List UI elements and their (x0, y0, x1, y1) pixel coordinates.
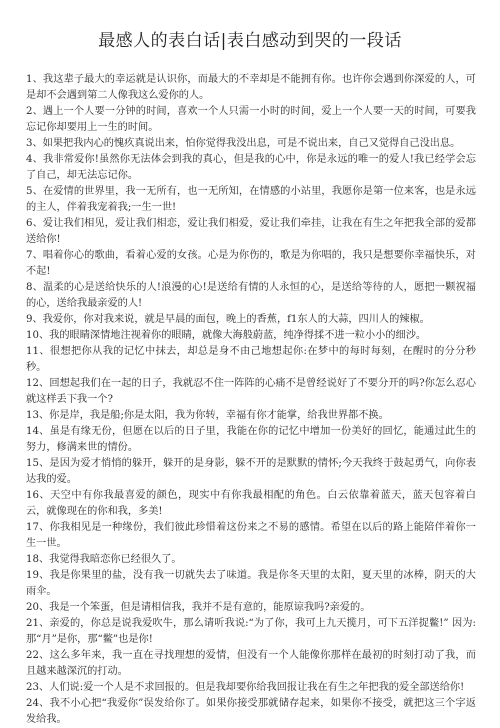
list-item: 5、在爱情的世界里，我一无所有，也一无所知，在情感的小站里，我愿你是第一位来客，也是永远的主人，伴着我宠着我;一生一世! (26, 186, 476, 213)
list-item: 9、我爱你，你对我来说，就是早晨的面包，晚上的香蕉，f1东人的大蒜，四川人的辣椒。 (26, 314, 430, 325)
document-title: 最感人的表白话|表白感动到哭的一段话 (98, 31, 402, 51)
list-item: 21、亲爱的，你总是说我爱吹牛，那么请听我说:“为了你，我可上九天揽月，可下五洋捉鳖!” 因为:那“月”是你，那“鳖”也是你! (26, 618, 476, 645)
list-item: 8、温柔的心是送给快乐的人!浪漫的心!是送给有情的人永恒的心，是送给等待的人，愿把一颗祝福的心，送给我最亲爱的人! (26, 282, 476, 309)
list-item: 24、我不小心把“我爱你”误发给你了。如果你接受那就储存起来，如果你不接受，就把这三个字返发给我。 (26, 698, 476, 725)
list-item: 14、虽是有缘无份，但愿在以后的日子里，我能在你的记忆中增加一份美好的回忆，能通过此生的努力，修满来世的情份。 (26, 426, 476, 453)
list-item: 4、我非常爱你!虽然你无法体会到我的真心，但是我的心中，你是永远的唯一的爱人!我已经学会忘了自己，却无法忘记你。 (26, 154, 476, 181)
list-item: 15、是因为爱才悄悄的躲开，躲开的是身影，躲不开的是默默的情怀;今天我终于鼓起勇气，向你表达我的爱。 (26, 458, 476, 485)
document-body (26, 72, 476, 728)
list-item: 13、你是岸，我是船;你是太阳，我为你转，幸福有你才能掌，给我世界都不换。 (26, 410, 389, 421)
list-item: 6、爱让我们相见，爱让我们相恋，爱让我们相爱，爱让我们牵挂，让我在有生之年把我全部的爱都送给你! (26, 218, 476, 245)
list-item: 22、这么多年来，我一直在寻找理想的爱情，但没有一个人能像你那样在最初的时刻打动了我，而且越来越深沉的打动。 (26, 650, 476, 677)
list-item: 18、我觉得我暗恋你已经很久了。 (26, 554, 182, 565)
list-item: 16、天空中有你我最喜爱的颜色，现实中有你我最相配的角色。白云依靠着蓝天，蓝天包容着白云，就像现在的你和我，多美! (26, 490, 476, 517)
list-item: 2、遇上一个人要一分钟的时间，喜欢一个人只需一小时的时间，爱上一个人要一天的时间，可要我忘记你却要用上一生的时间。 (26, 106, 476, 133)
list-item: 19、我是你果里的盐，没有我一切就失去了味道。我是你冬天里的太阳，夏天里的冰棒，阴天的大雨伞。 (26, 570, 476, 597)
list-item: 10、我的眼睛深情地注视着你的眼睛，就像大海般蔚蓝，纯净得揉不进一粒小小的细沙。 (26, 330, 427, 341)
list-item: 3、如果把我内心的愧疚真说出来，怕你觉得我没出息，可是不说出来，自己又觉得自己没出息。 (26, 138, 461, 149)
list-item: 23、人们说:爱一个人是不求回报的。但是我却要你给我回报让我在有生之年把我的爱全部送给你! (26, 682, 465, 693)
list-item: 20、我是一个笨蛋，但是请相信我，我并不是有意的，能原谅我吗?亲爱的。 (26, 602, 371, 613)
list-item: 17、你我相见是一种缘份，我们彼此珍惜着这份来之不易的感情。希望在以后的路上能陪伴着你一生一世。 (26, 522, 476, 549)
list-item: 11、很想把你从我的记忆中抹去，却总是身不由己地想起你:在梦中的每时每刻，在醒时的分分秒秒。 (26, 346, 476, 373)
list-item: 12、回想起我们在一起的日子，我就忍不住一阵阵的心痛不是曾经说好了不要分开的吗?你怎么忍心就这样丢下我一个? (26, 378, 476, 405)
list-item: 7、唱着你心的歌曲，看着心爱的女孩。心是为你伤的，歌是为你唱的，我只是想要你幸福快乐，对不起! (26, 250, 476, 277)
list-item: 1、我这辈子最大的幸运就是认识你，而最大的不幸却是不能拥有你。也许你会遇到你深爱的人，可是却不会遇到第二人像我这么爱你的人。 (26, 74, 476, 101)
